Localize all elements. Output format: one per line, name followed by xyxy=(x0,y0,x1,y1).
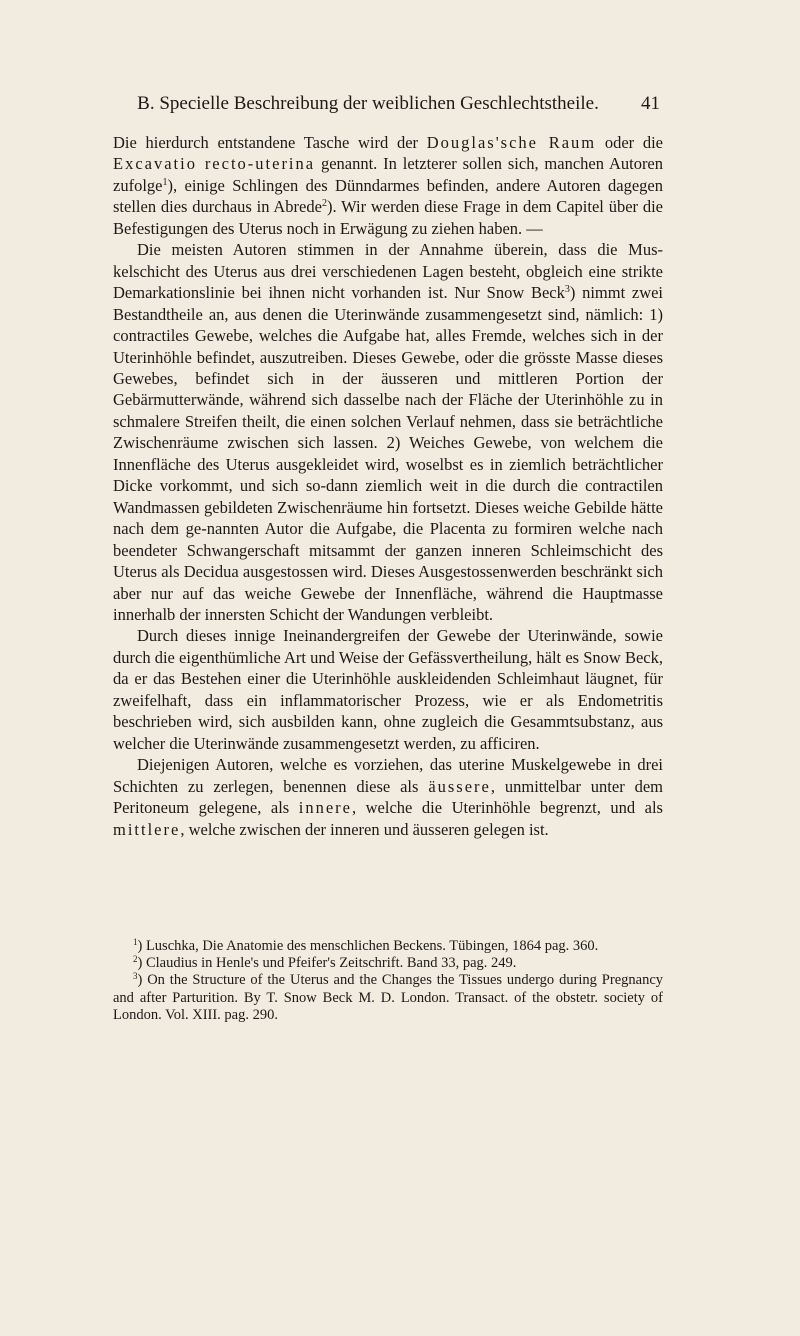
spaced-term: mittlere xyxy=(113,819,181,839)
footnote-mark: 1 xyxy=(133,937,138,947)
footnote: $^2$) Claudius in Henle's und Pfeifer's Zeitschrift. Band 33, pag. 249. xyxy=(133,954,517,972)
spaced-term: Excavatio recto-uterina xyxy=(113,154,316,174)
paragraph: Die hierdurch entstandene Tasche wird der Douglas'sche Raum oder die Excavatio recto-uterina genannt. In letzterer sollen sich, manchen Autoren zufolge$^1$), einige Schlingen des Dünndarmes befinden, andere Autoren dagegen stellen dies durchaus in Abrede$^2$). Wir werden diese Frage in dem Capitel über die Befestigungen des Uterus noch in Erwägung zu ziehen haben. — xyxy=(113,133,664,238)
spaced-term: innere xyxy=(298,798,352,818)
footnote: $^1$) Luschka, Die Anatomie des menschlichen Beckens. Tübingen, 1864 pag. 360. xyxy=(133,937,599,954)
footnote-ref: 2 xyxy=(321,198,327,210)
body-text xyxy=(113,132,663,840)
spaced-term: äussere xyxy=(428,776,491,796)
page-number: 41 xyxy=(641,93,660,114)
spaced-term: Douglas'sche Raum xyxy=(426,133,597,152)
footnote-mark: 2 xyxy=(133,954,138,965)
running-header xyxy=(116,93,660,121)
footnote-ref: 3 xyxy=(564,284,570,296)
running-title: B. Specielle Beschreibung der weiblichen Geschlechtstheile. xyxy=(137,93,599,114)
paragraph: Diejenigen Autoren, welche es vorziehen, das uterine Muskelgewebe in drei Schichten zu zerlegen, benennen diese als äussere, unmittelbar unter dem Peritoneum gelegene, als innere, welche die Uterinhöhle begrenzt, und als mittlere, welche zwischen der inneren und äusseren gelegen ist. xyxy=(113,755,664,839)
footnote-mark: 3 xyxy=(133,971,138,982)
footnote-ref: 1 xyxy=(162,176,168,188)
footnote: $^3$) On the Structure of the Uterus and the Changes the Tissues undergo during Pregnancy and after Parturition. By T. Snow Beck M. D. London. Transact. of the obstetr. society of London. Vol. XIII. pag. 290. xyxy=(113,971,663,1023)
paragraph: Durch dieses innige Ineinandergreifen der Gewebe der Uterinwände, sowie durch die eigenthümliche Art und Weise der Gefässvertheilung, hält es Snow Beck, da er das Bestehen einer die Uterinhöhle auskleidenden Schleimhaut läugnet, für zweifelhaft, dass ein inflammatorischer Prozess, wie er als Endometritis beschrieben wird, sich ausbilden kann, ohne zugleich die Gesammtsubstanz, aus welcher die Uterinwände zusammengesetzt werden, zu afficiren. xyxy=(113,626,664,753)
paragraph: Die meisten Autoren stimmen in der Annahme überein, dass die Mus-kelschicht des Uterus aus drei verschiedenen Lagen besteht, obgleich eine strikte Demarkationslinie bei ihnen nicht vorhanden ist. Nur Snow Beck$^3$) nimmt zwei Bestandtheile an, aus denen die Uterinwände zusammengesetzt sind, nämlich: 1) contractiles Gewebe, welches die Aufgabe hat, alles Fremde, welches sich in der Uterinhöhle befindet, auszutreiben. Dieses Gewebe, oder die grösste Masse dieses Gewebes, befindet sich in der äusseren und mittleren Portion der Gebärmutterwände, während sich dasselbe nach der Fläche der Uterinhöhle zu in schmalere Streifen theilt, die einen solchen Verlauf nehmen, dass sie beträchtliche Zwischenräume zwischen sich lassen. 2) Weiches Gewebe, von welchem die Innenfläche des Uterus ausgekleidet wird, woselbst es in ziemlich beträchtlicher Dicke vorkommt, und sich so-dann ziemlich weit in die durch die contractilen Wandmassen gebildeten Zwischenräume hin fortsetzt. Dieses weiche Gebilde hätte nach dem ge-nannten Autor die Aufgabe, die Placenta zu formiren welche nach beendeter Schwangerschaft mitsammt der ganzen inneren Schleimschicht des Uterus als Decidua ausgestossen wird. Dieses Ausgestossenwerden beschränkt sich aber nur auf das weiche Gewebe der Innenfläche, während die Hauptmasse innerhalb der innersten Schicht der Wandungen verbleibt. xyxy=(113,240,664,624)
footnotes xyxy=(113,938,663,1024)
